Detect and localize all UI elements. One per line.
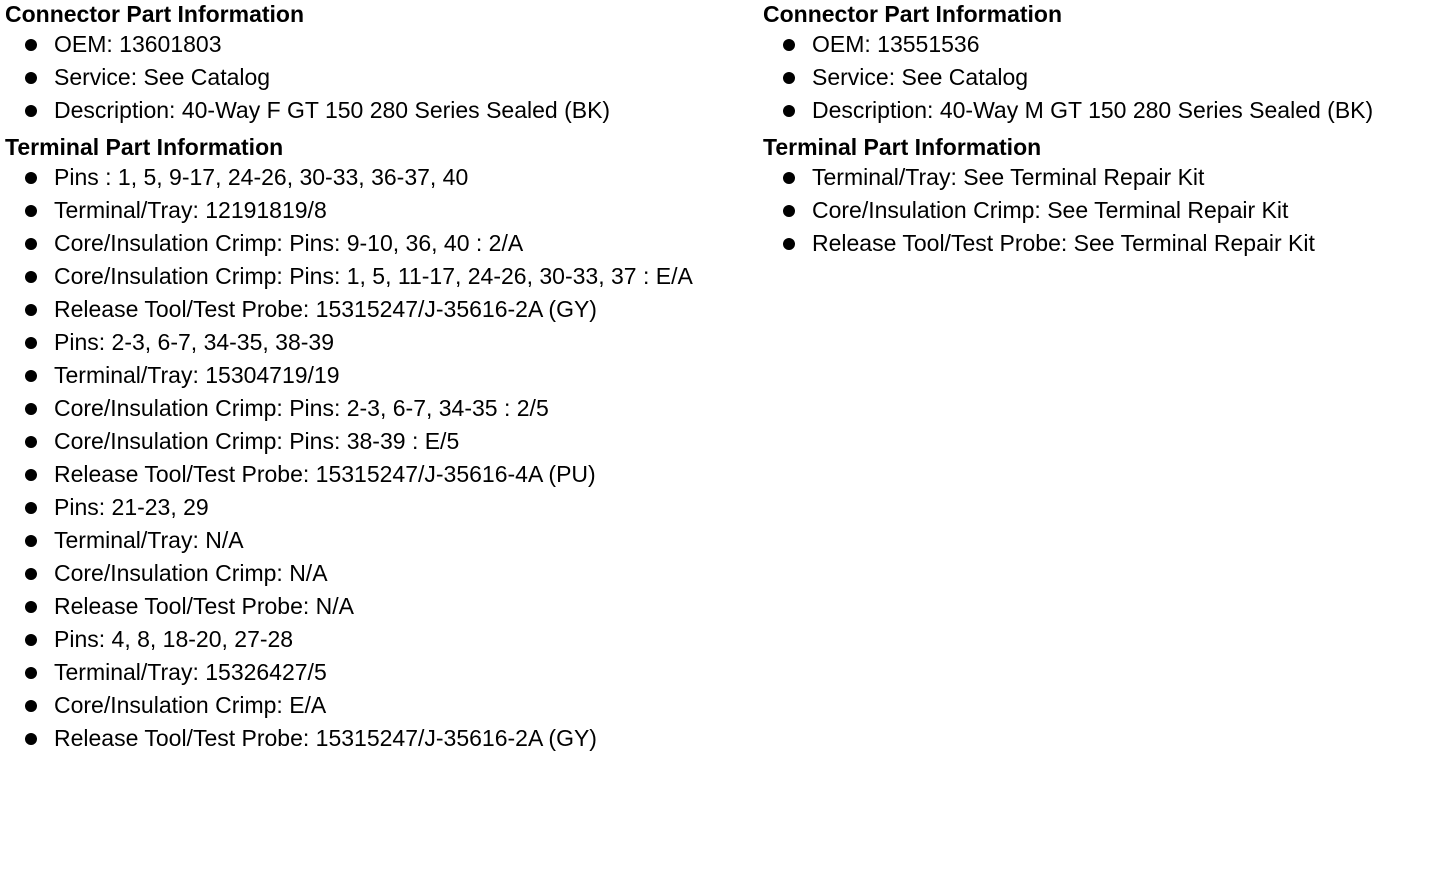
list-item xyxy=(5,656,755,689)
bullet-icon xyxy=(25,535,37,547)
bullet-icon xyxy=(25,337,37,349)
list-item-text: Release Tool/Test Probe: 15315247/J-35616-2A (GY) xyxy=(54,725,597,751)
list-item xyxy=(5,94,755,127)
list-item-text: Core/Insulation Crimp: Pins: 1, 5, 11-17, 24-26, 30-33, 37 : E/A xyxy=(54,263,693,289)
list-item xyxy=(5,623,755,656)
list-item-text: Core/Insulation Crimp: Pins: 2-3, 6-7, 34-35 : 2/5 xyxy=(54,395,549,421)
service-value: Service: See Catalog xyxy=(812,64,1029,90)
terminal-part-heading: Terminal Part Information xyxy=(763,134,1042,160)
oem-value: OEM: 13601803 xyxy=(54,31,222,57)
list-item-text: Core/Insulation Crimp: See Terminal Repair Kit xyxy=(812,197,1289,223)
bullet-icon xyxy=(783,238,795,250)
list-item-text: Terminal/Tray: See Terminal Repair Kit xyxy=(812,164,1205,190)
oem-value: OEM: 13551536 xyxy=(812,31,980,57)
connector-part-list xyxy=(763,28,1433,127)
list-item-text: Core/Insulation Crimp: E/A xyxy=(54,692,327,718)
terminal-group-2 xyxy=(5,326,755,491)
list-item xyxy=(5,28,755,61)
list-item xyxy=(5,590,755,623)
connector-part-heading: Connector Part Information xyxy=(5,1,305,27)
list-item xyxy=(5,260,755,293)
bullet-icon xyxy=(783,105,795,117)
left-column xyxy=(5,0,755,755)
terminal-group-3 xyxy=(5,491,755,623)
list-item-text: Release Tool/Test Probe: N/A xyxy=(54,593,355,619)
list-item-text: Core/Insulation Crimp: Pins: 38-39 : E/5 xyxy=(54,428,460,454)
list-item xyxy=(5,425,755,458)
list-item-text: Pins: 21-23, 29 xyxy=(54,494,209,520)
bullet-icon xyxy=(783,172,795,184)
bullet-icon xyxy=(25,634,37,646)
list-item-text: Release Tool/Test Probe: See Terminal Repair Kit xyxy=(812,230,1315,256)
list-item xyxy=(5,491,755,524)
list-item-text: Terminal/Tray: 15326427/5 xyxy=(54,659,327,685)
list-item xyxy=(5,524,755,557)
bullet-icon xyxy=(25,105,37,117)
bullet-icon xyxy=(25,568,37,580)
list-item xyxy=(5,161,755,194)
list-item-text: Release Tool/Test Probe: 15315247/J-35616-4A (PU) xyxy=(54,461,596,487)
list-item xyxy=(763,227,1433,260)
bullet-icon xyxy=(25,667,37,679)
bullet-icon xyxy=(25,271,37,283)
list-item-text: Terminal/Tray: 12191819/8 xyxy=(54,197,327,223)
connector-part-list xyxy=(5,28,755,127)
bullet-icon xyxy=(25,304,37,316)
list-item-text: Terminal/Tray: 15304719/19 xyxy=(54,362,340,388)
bullet-icon xyxy=(25,700,37,712)
bullet-icon xyxy=(25,403,37,415)
list-item xyxy=(5,293,755,326)
list-item xyxy=(5,227,755,260)
bullet-icon xyxy=(783,72,795,84)
terminal-group-1 xyxy=(5,161,755,326)
bullet-icon xyxy=(25,172,37,184)
list-item xyxy=(763,94,1433,127)
list-item xyxy=(5,557,755,590)
bullet-icon xyxy=(25,469,37,481)
bullet-icon xyxy=(25,436,37,448)
list-item xyxy=(5,458,755,491)
list-item xyxy=(5,194,755,227)
description-value: Description: 40-Way F GT 150 280 Series Sealed (BK) xyxy=(54,97,611,123)
description-value: Description: 40-Way M GT 150 280 Series Sealed (BK) xyxy=(812,97,1374,123)
list-item xyxy=(5,359,755,392)
terminal-group-4 xyxy=(5,623,755,755)
list-item xyxy=(5,689,755,722)
bullet-icon xyxy=(783,205,795,217)
bullet-icon xyxy=(25,502,37,514)
bullet-icon xyxy=(25,205,37,217)
connector-part-heading: Connector Part Information xyxy=(763,1,1063,27)
list-item xyxy=(5,326,755,359)
list-item-text: Release Tool/Test Probe: 15315247/J-35616-2A (GY) xyxy=(54,296,597,322)
bullet-icon xyxy=(25,370,37,382)
bullet-icon xyxy=(783,39,795,51)
bullet-icon xyxy=(25,238,37,250)
list-item xyxy=(5,392,755,425)
bullet-icon xyxy=(25,39,37,51)
list-item xyxy=(763,161,1433,194)
bullet-icon xyxy=(25,733,37,745)
bullet-icon xyxy=(25,601,37,613)
right-column xyxy=(763,0,1433,260)
list-item xyxy=(5,61,755,94)
list-item-text: Core/Insulation Crimp: Pins: 9-10, 36, 40 : 2/A xyxy=(54,230,524,256)
list-item-text: Terminal/Tray: N/A xyxy=(54,527,244,553)
terminal-part-heading: Terminal Part Information xyxy=(5,134,284,160)
list-item-text: Pins : 1, 5, 9-17, 24-26, 30-33, 36-37, 40 xyxy=(54,164,469,190)
list-item-text: Pins: 2-3, 6-7, 34-35, 38-39 xyxy=(54,329,334,355)
service-value: Service: See Catalog xyxy=(54,64,271,90)
list-item-text: Pins: 4, 8, 18-20, 27-28 xyxy=(54,626,294,652)
list-item xyxy=(763,194,1433,227)
bullet-icon xyxy=(25,72,37,84)
terminal-part-list xyxy=(763,161,1433,260)
list-item xyxy=(763,61,1433,94)
list-item xyxy=(763,28,1433,61)
list-item-text: Core/Insulation Crimp: N/A xyxy=(54,560,328,586)
list-item xyxy=(5,722,755,755)
